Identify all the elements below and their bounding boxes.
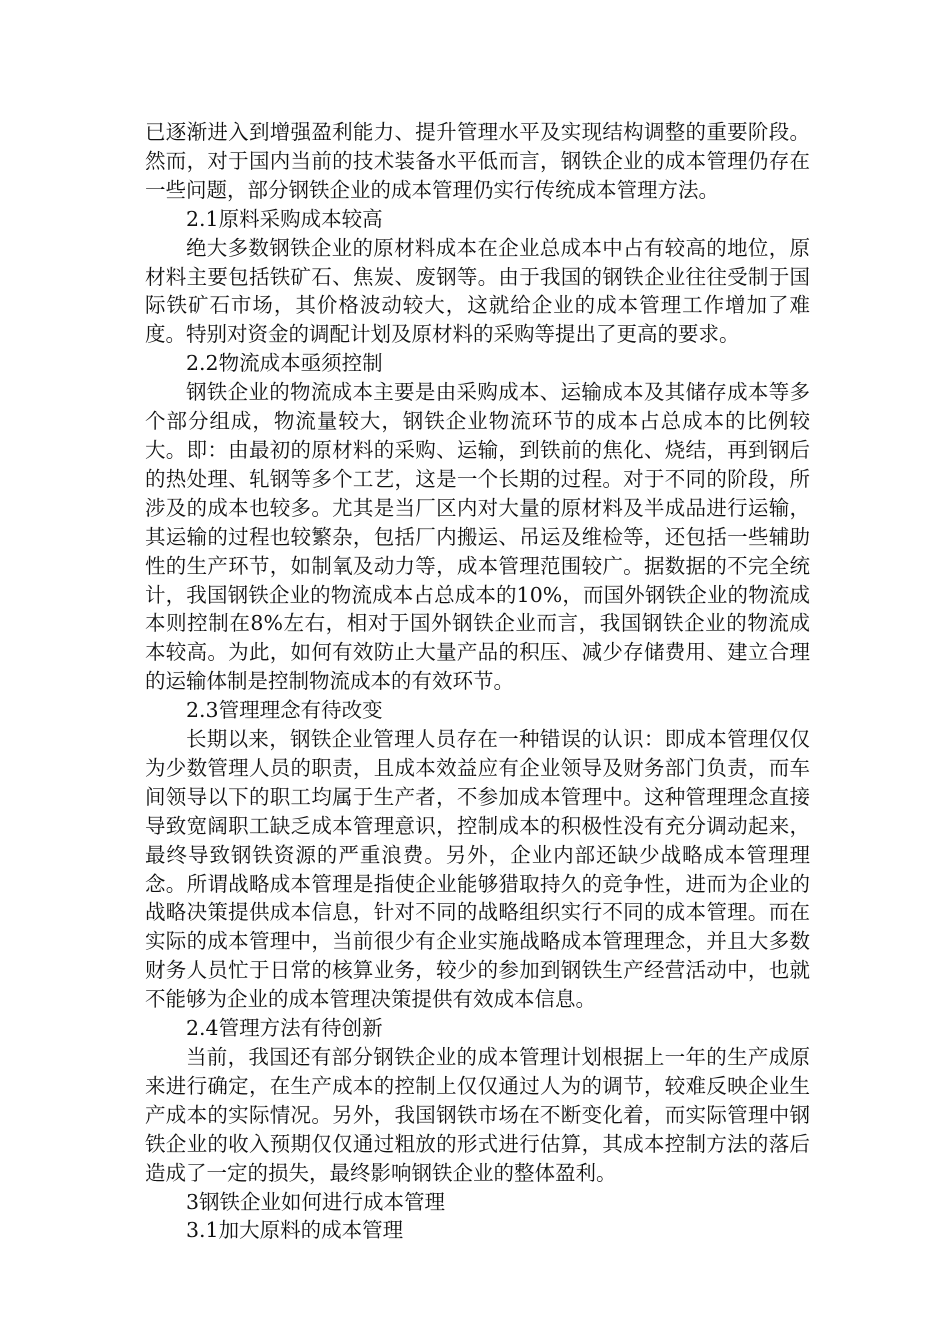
section-heading-3-1: 3.1加大原料的成本管理 [186,1218,404,1243]
document-page [145,118,810,1245]
paragraph-2-3: 长期以来，钢铁企业管理人员存在一种错误的认识：即成本管理仅仅为少数管理人员的职责，且成本效益应有企业领导及财务部门负责，而车间领导以下的职工均属于生产者，不参加成本管理中。这种管理理念直接导致宽阔职工缺乏成本管理意识，控制成本的积极性没有充分调动起来，最终导致钢铁资源的严重浪费。另外，企业内部还缺少战略成本管理理念。所谓战略成本管理是指使企业能够猎取持久的竞争性，进而为企业的战略决策提供成本信息，针对不同的战略组织实行不同的成本管理。而在实际的成本管理中，当前很少有企业实施战略成本管理理念，并且大多数财务人员忙于日常的核算业务，较少的参加到钢铁生产经营活动中，也就不能够为企业的成本管理决策提供有效成本信息。 [145,727,810,1012]
section-heading-3: 3钢铁企业如何进行成本管理 [186,1189,446,1214]
paragraph-2-2: 钢铁企业的物流成本主要是由采购成本、运输成本及其储存成本等多个部分组成，物流量较大，钢铁企业物流环节的成本占总成本的比例较大。即：由最初的原材料的采购、运输，到铁前的焦化、烧结，再到钢后的热处理、轧钢等多个工艺，这是一个长期的过程。对于不同的阶段，所涉及的成本也较多。尤其是当厂区内对大量的原材料及半成品进行运输，其运输的过程也较繁杂，包括厂内搬运、吊运及维检等，还包括一些辅助性的生产环节，如制氧及动力等，成本管理范围较广。据数据的不完全统计，我国钢铁企业的物流成本占总成本的10%，而国外钢铁企业的物流成本则控制在8%左右，相对于国外钢铁企业而言，我国钢铁企业的物流成本较高。为此，如何有效防止大量产品的积压、减少存储费用、建立合理的运输体制是控制物流成本的有效环节。 [145,380,810,694]
paragraph-2-1: 绝大多数钢铁企业的原材料成本在企业总成本中占有较高的地位，原材料主要包括铁矿石、焦炭、废钢等。由于我国的钢铁企业往往受制于国际铁矿石市场，其价格波动较大，这就给企业的成本管理工作增加了难度。特别对资金的调配计划及原材料的采购等提出了更高的要求。 [145,235,810,347]
section-heading-2-3: 2.3管理理念有待改变 [186,698,383,723]
section-heading-2-4: 2.4管理方法有待创新 [186,1016,383,1041]
paragraph-intro-continued: 已逐渐进入到增强盈利能力、提升管理水平及实现结构调整的重要阶段。然而，对于国内当前的技术装备水平低而言，钢铁企业的成本管理仍存在一些问题，部分钢铁企业的成本管理仍实行传统成本管理方法。 [145,120,810,202]
section-heading-2-2: 2.2物流成本亟须控制 [186,351,383,376]
paragraph-2-4: 当前，我国还有部分钢铁企业的成本管理计划根据上一年的生产成原来进行确定，在生产成本的控制上仅仅通过人为的调节，较难反映企业生产成本的实际情况。另外，我国钢铁市场在不断变化着，而实际管理中钢铁企业的收入预期仅仅通过粗放的形式进行估算，其成本控制方法的落后造成了一定的损失，最终影响钢铁企业的整体盈利。 [145,1045,810,1185]
section-heading-2-1: 2.1原料采购成本较高 [186,206,383,231]
